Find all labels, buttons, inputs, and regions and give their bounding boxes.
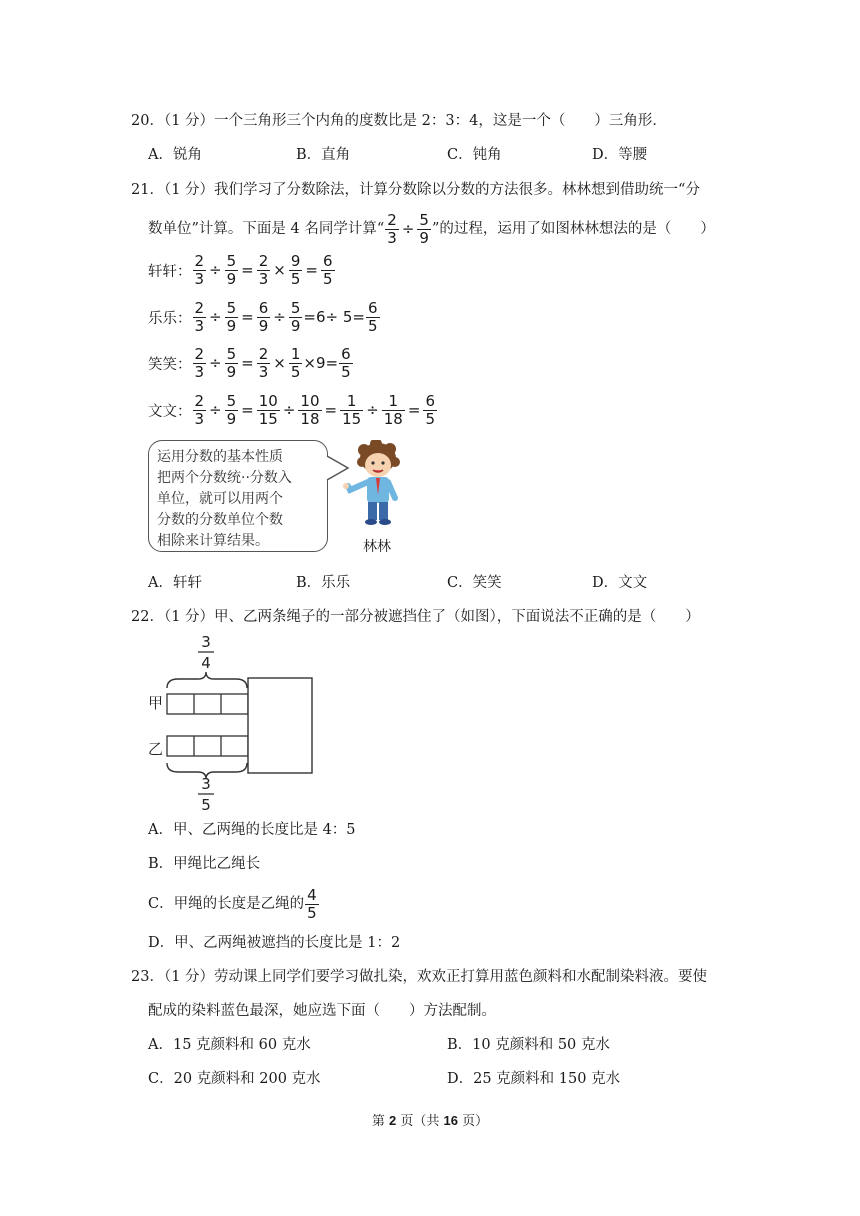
current-page-number: 2 bbox=[389, 1113, 397, 1128]
q21-option-b[interactable]: B．乐乐 bbox=[296, 575, 351, 591]
fraction: $\frac{2}{3}$ bbox=[258, 344, 269, 381]
q20-stem: 20．（1 分）一个三角形三个内角的度数比是 2：3：4，这是一个（ ）三角形． bbox=[131, 113, 667, 129]
rope-b-label: 乙 bbox=[148, 740, 164, 758]
q22-option-c[interactable] bbox=[148, 886, 320, 922]
q23-option-b[interactable]: B．10 克颜料和 50 克水 bbox=[447, 1037, 610, 1053]
fraction: $\frac{6}{5}$ bbox=[367, 298, 378, 335]
speech-bubble bbox=[148, 440, 328, 552]
fraction: $\frac{10}{18}$ bbox=[300, 391, 320, 428]
fraction: $\frac{5}{9}$ bbox=[226, 391, 237, 428]
fraction: $\frac{1}{5}$ bbox=[290, 344, 301, 381]
fraction: $\frac{2}{3}$ bbox=[387, 210, 397, 247]
q21-stem-line2-b: ”的过程，运用了如图林林想法的是（ ） bbox=[431, 221, 715, 237]
page-footer: 第 2 页（共 16 页） bbox=[371, 1113, 489, 1129]
fraction: $\frac{2}{3}$ bbox=[194, 391, 205, 428]
q22-option-c-text: C．甲绳的长度是乙绳的 bbox=[148, 896, 305, 912]
fraction: $\frac{1}{18}$ bbox=[383, 391, 403, 428]
frac-a-num: 3 bbox=[201, 633, 211, 651]
q21-stem-line1: 21．（1 分）我们学习了分数除法，计算分数除以分数的方法很多。林林想到借助统一“分 bbox=[131, 182, 700, 198]
q22-option-d[interactable]: D．甲、乙两绳被遮挡的长度比是 1：2 bbox=[148, 935, 401, 951]
fraction: $\frac{2}{3}$ bbox=[194, 251, 205, 288]
fraction: $\frac{5}{9}$ bbox=[226, 298, 237, 335]
fraction: $\frac{5}{9}$ bbox=[419, 210, 429, 247]
rope-a bbox=[167, 694, 248, 714]
frac-b-den: 5 bbox=[201, 796, 211, 814]
student-name: 笑笑： bbox=[148, 356, 192, 373]
fraction: $\frac{6}{5}$ bbox=[425, 391, 435, 428]
fraction: $\frac{6}{5}$ bbox=[341, 344, 351, 381]
bubble-line: 把两个分数统··分数入 bbox=[157, 470, 292, 486]
fraction: $\frac{1}{15}$ bbox=[342, 391, 362, 428]
total-page-number: 16 bbox=[443, 1113, 458, 1128]
q20-option-a[interactable]: A．锐角 bbox=[148, 147, 202, 163]
fraction: $\frac{4}{5}$ bbox=[307, 885, 317, 922]
fraction: $\frac{9}{5}$ bbox=[290, 251, 301, 288]
bubble-line: 相除来计算结果。 bbox=[157, 533, 269, 549]
divide-sign: ÷ bbox=[401, 220, 415, 238]
bubble-line: 单位，就可以用两个 bbox=[157, 491, 283, 507]
q21-stem-line2 bbox=[148, 210, 715, 247]
q23-stem-line2: 配成的染料蓝色最深，她应选下面（ ）方法配制。 bbox=[148, 1003, 496, 1019]
fraction: $\frac{10}{15}$ bbox=[258, 391, 278, 428]
q21-option-a[interactable]: A．轩轩 bbox=[148, 575, 202, 591]
q20-option-b[interactable]: B．直角 bbox=[296, 147, 351, 163]
q20-option-c[interactable]: C．钝角 bbox=[447, 147, 502, 163]
fraction: $\frac{6}{9}$ bbox=[258, 298, 269, 335]
calc-row-wenwen: 文文： $\frac{2}{3}$ ÷ $\frac{5}{9}$ = $\frac{10}{15}$ ÷ $\frac{10}{18}$ = $\frac{1}{15}$ ÷ $\frac{1}{18}$ = $\frac{6}{5}$ bbox=[148, 391, 435, 428]
q23-stem-line1: 23．（1 分）劳动课上同学们要学习做扎染，欢欢正打算用蓝色颜料和水配制染料液。要使 bbox=[131, 969, 708, 985]
fraction: $\frac{6}{5}$ bbox=[323, 251, 333, 288]
q21-option-c[interactable]: C．笑笑 bbox=[447, 575, 502, 591]
student-name: 轩轩： bbox=[148, 263, 192, 280]
fraction: $\frac{5}{9}$ bbox=[290, 298, 301, 335]
q20-option-d[interactable]: D．等腰 bbox=[592, 147, 648, 163]
fraction: $\frac{2}{3}$ bbox=[194, 298, 205, 335]
q23-option-d[interactable]: D．25 克颜料和 150 克水 bbox=[447, 1071, 621, 1087]
q21-stem-line2-a: 数单位”计算。下面是 4 名同学计算“ bbox=[148, 221, 385, 237]
fraction: $\frac{2}{3}$ bbox=[194, 344, 205, 381]
rope-diagram bbox=[140, 632, 330, 814]
rope-b bbox=[167, 736, 248, 756]
character-name-label: 林林 bbox=[363, 539, 391, 555]
linlin-character-illustration bbox=[340, 440, 410, 540]
fraction: $\frac{5}{9}$ bbox=[226, 251, 237, 288]
fraction: $\frac{2}{3}$ bbox=[258, 251, 269, 288]
student-name: 乐乐： bbox=[148, 310, 192, 327]
q23-option-a[interactable]: A．15 克颜料和 60 克水 bbox=[148, 1037, 311, 1053]
bubble-line: 运用分数的基本性质 bbox=[157, 449, 283, 465]
calc-row-xiaoxiao: 笑笑： $\frac{2}{3}$ ÷ $\frac{5}{9}$ = $\frac{2}{3}$ × $\frac{1}{5}$ ×9= $\frac{6}{5}$ bbox=[148, 344, 351, 381]
q22-option-a[interactable]: A．甲、乙两绳的长度比是 4：5 bbox=[148, 822, 356, 838]
calc-row-lele: 乐乐： $\frac{2}{3}$ ÷ $\frac{5}{9}$ = $\frac{6}{9}$ ÷ $\frac{5}{9}$ =6÷ 5= $\frac{6}{5}$ bbox=[148, 298, 378, 335]
bubble-line: 分数的分数单位个数 bbox=[157, 512, 283, 528]
covering-box bbox=[248, 678, 312, 773]
fraction: $\frac{5}{9}$ bbox=[226, 344, 237, 381]
q22-stem: 22．（1 分）甲、乙两条绳子的一部分被遮挡住了（如图），下面说法不正确的是（ ） bbox=[131, 609, 700, 625]
frac-a-den: 4 bbox=[201, 654, 211, 672]
frac-b-num: 3 bbox=[201, 775, 211, 793]
top-brace bbox=[167, 672, 247, 688]
q21-option-d[interactable]: D．文文 bbox=[592, 575, 648, 591]
calc-row-xuanxuan: 轩轩： $\frac{2}{3}$ ÷ $\frac{5}{9}$ = $\frac{2}{3}$ × $\frac{9}{5}$ = $\frac{6}{5}$ bbox=[148, 251, 333, 288]
q23-option-c[interactable]: C．20 克颜料和 200 克水 bbox=[148, 1071, 321, 1087]
rope-a-label: 甲 bbox=[148, 694, 164, 712]
q22-option-b[interactable]: B．甲绳比乙绳长 bbox=[148, 856, 261, 872]
student-name: 文文： bbox=[148, 403, 192, 420]
